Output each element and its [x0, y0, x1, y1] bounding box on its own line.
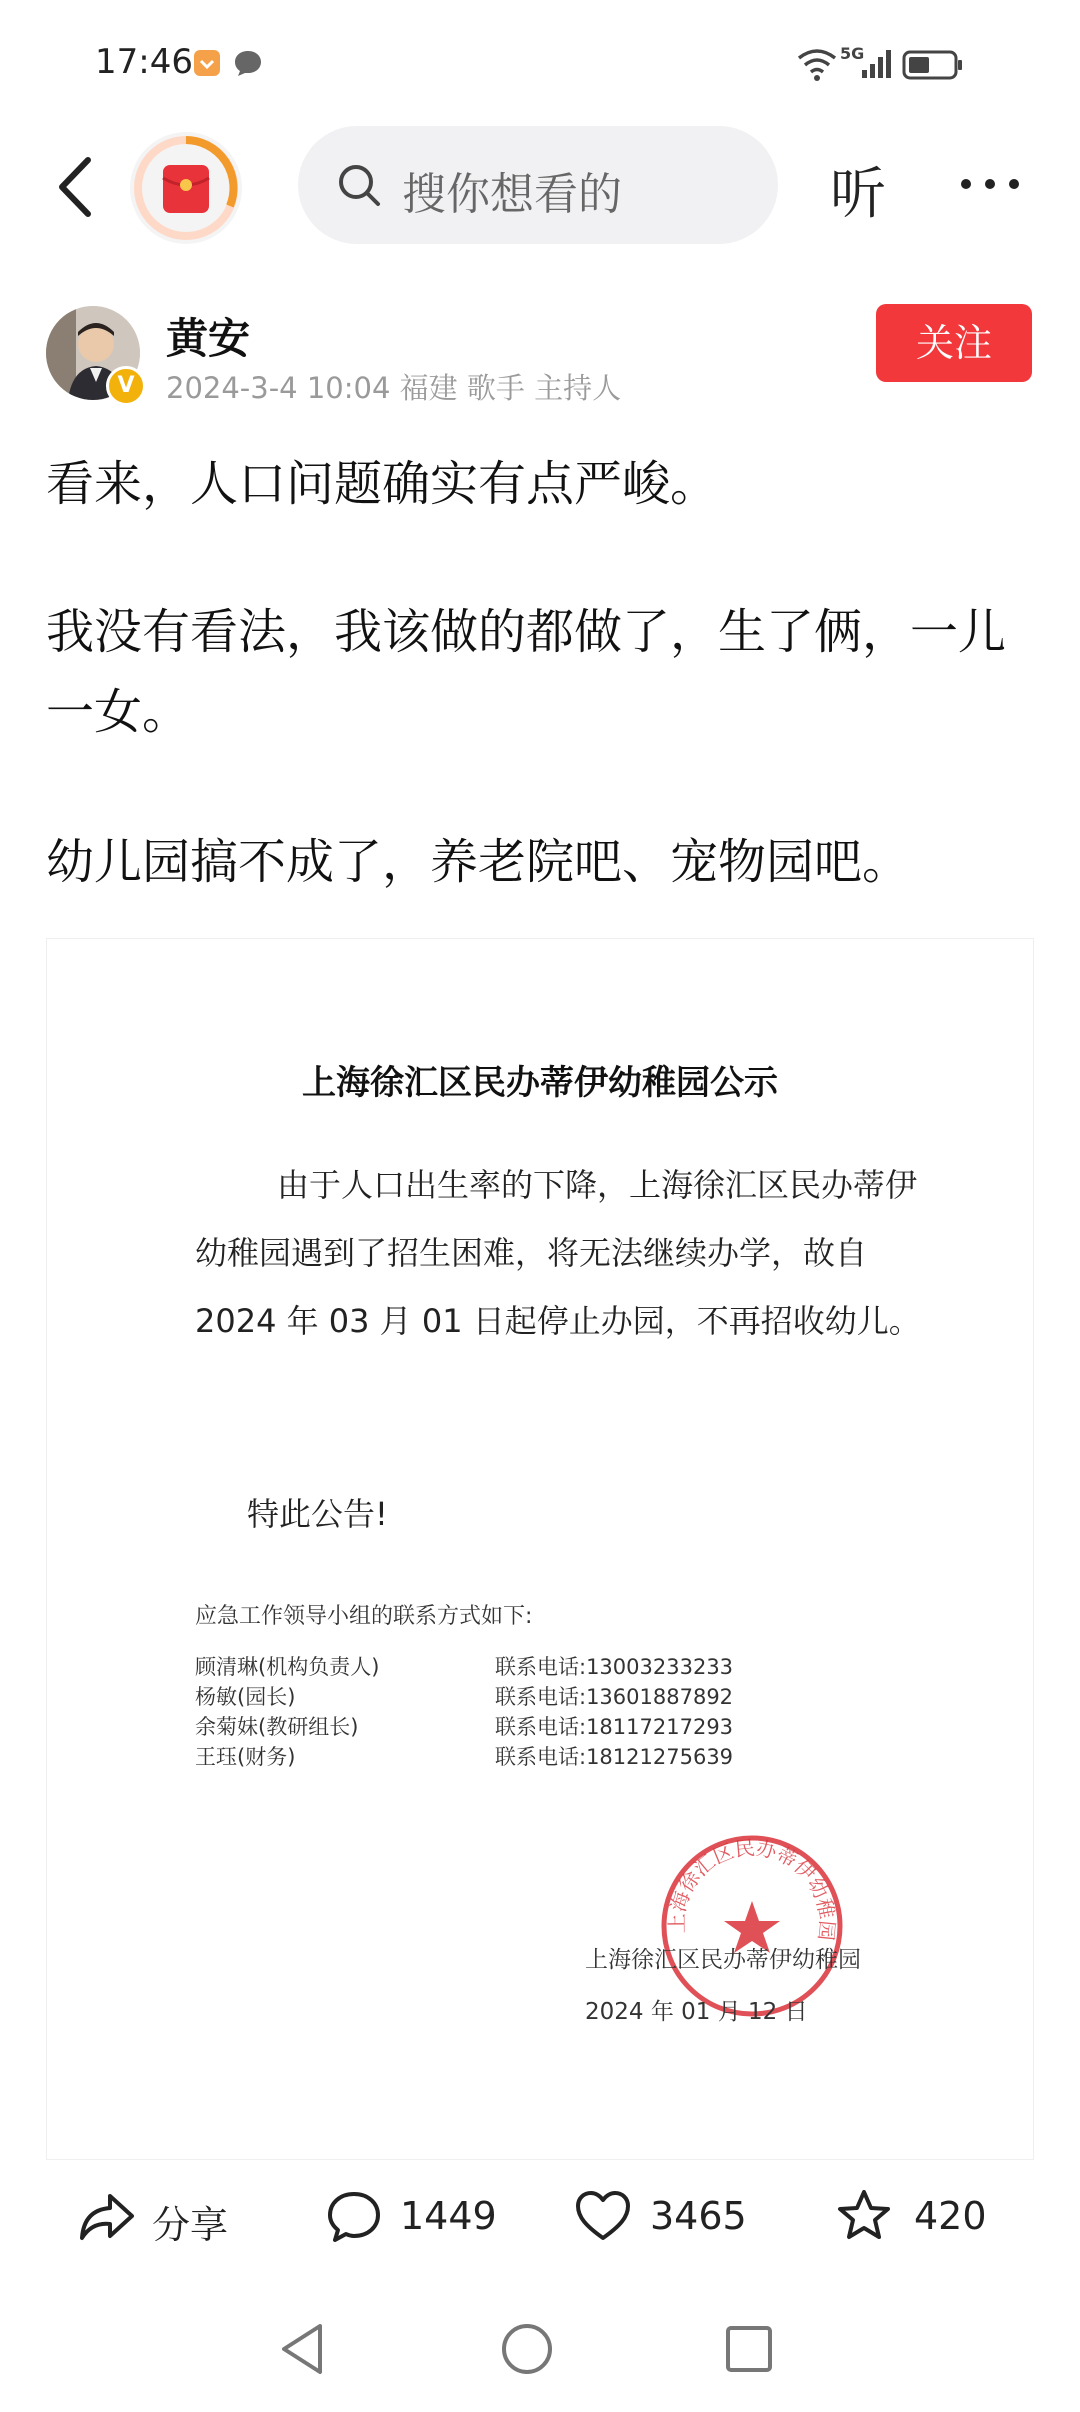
favorite-button[interactable]: [836, 2188, 1006, 2244]
nav-recents-icon[interactable]: [724, 2324, 774, 2374]
more-dots-icon[interactable]: [960, 178, 1020, 190]
shield-icon: [192, 48, 222, 78]
post-paragraph: 我没有看法，我该做的都做了，生了俩，一儿一女。: [46, 604, 1007, 740]
contact-phone: 联系电话:13601887892: [495, 1685, 734, 1709]
search-icon: [336, 162, 382, 208]
contact-heading: 应急工作领导小组的联系方式如下:: [195, 1604, 533, 1629]
status-bar: [0, 0, 1080, 130]
notice-org: 上海徐汇区民办蒂伊幼稚园: [585, 1947, 861, 1973]
contact-name: 顾清琳(机构负责人): [195, 1655, 380, 1679]
network-type: 5G: [840, 44, 865, 63]
red-envelope-icon: [130, 132, 242, 244]
author-meta: 2024-3-4 10:04 福建 歌手 主持人: [166, 371, 622, 405]
nav-home-icon[interactable]: [500, 2322, 554, 2376]
notice-body: [195, 1151, 935, 1355]
favorite-count: 420: [914, 2194, 987, 2238]
notice-body-text: 由于人口出生率的下降，上海徐汇区民办蒂伊幼稚园遇到了招生困难，将无法继续办学，故自 2024 年 03 月 01 日起停止办园，不再招收幼儿。: [195, 1166, 921, 1340]
svg-text:上海徐汇区民办蒂伊幼稚园: 上海徐汇区民办蒂伊幼稚园: [664, 1835, 840, 1942]
listen-button[interactable]: 听: [830, 162, 886, 227]
notice-image[interactable]: [46, 938, 1034, 2160]
signal-icon: [860, 48, 896, 80]
comment-count: 1449: [400, 2194, 497, 2238]
contact-name: 王珏(财务): [195, 1745, 296, 1769]
status-time: 17:46: [95, 42, 193, 82]
contact-row: [195, 1711, 734, 1741]
comment-icon: [326, 2188, 382, 2244]
action-bar: [0, 2160, 1080, 2270]
notice-title: 上海徐汇区民办蒂伊幼稚园公示: [302, 1063, 778, 1103]
notice-announce: 特此公告!: [247, 1495, 388, 1533]
star-icon: [836, 2188, 892, 2244]
contact-phone: 联系电话:18117217293: [495, 1715, 734, 1739]
like-count: 3465: [650, 2194, 747, 2238]
system-navigation-bar: [0, 2290, 1080, 2412]
follow-button[interactable]: 关注: [876, 304, 1032, 382]
search-bar[interactable]: [298, 126, 778, 244]
notice-date: 2024 年 01 月 12 日: [585, 1999, 808, 2025]
heart-icon: [574, 2188, 632, 2244]
share-label: 分享: [152, 2203, 229, 2247]
wifi-icon: [795, 46, 839, 82]
author-name[interactable]: 黄安: [166, 314, 251, 363]
share-button[interactable]: [76, 2188, 236, 2247]
contact-row: [195, 1681, 734, 1711]
chevron-left-icon[interactable]: [48, 152, 108, 222]
battery-icon: [902, 50, 964, 80]
contact-row: [195, 1741, 734, 1771]
contact-row: [195, 1651, 734, 1681]
post-paragraph: 看来，人口问题确实有点严峻。: [46, 456, 719, 512]
chat-bubble-icon: [232, 48, 264, 78]
top-navigation: [0, 120, 1080, 250]
comment-button[interactable]: [326, 2188, 506, 2244]
nav-back-icon[interactable]: [278, 2322, 328, 2376]
share-icon: [76, 2188, 136, 2244]
red-envelope-button[interactable]: [130, 132, 242, 244]
search-placeholder: 搜你想看的: [402, 169, 622, 220]
contact-phone: 联系电话:18121275639: [495, 1745, 734, 1769]
contact-phone: 联系电话:13003233233: [495, 1655, 734, 1679]
contact-name: 杨敏(园长): [195, 1685, 296, 1709]
verified-badge: V: [106, 366, 146, 406]
post-paragraph: 幼儿园搞不成了，养老院吧、宠物园吧。: [46, 834, 911, 890]
contact-name: 余菊妹(教研组长): [195, 1715, 359, 1739]
like-button[interactable]: [574, 2188, 754, 2244]
